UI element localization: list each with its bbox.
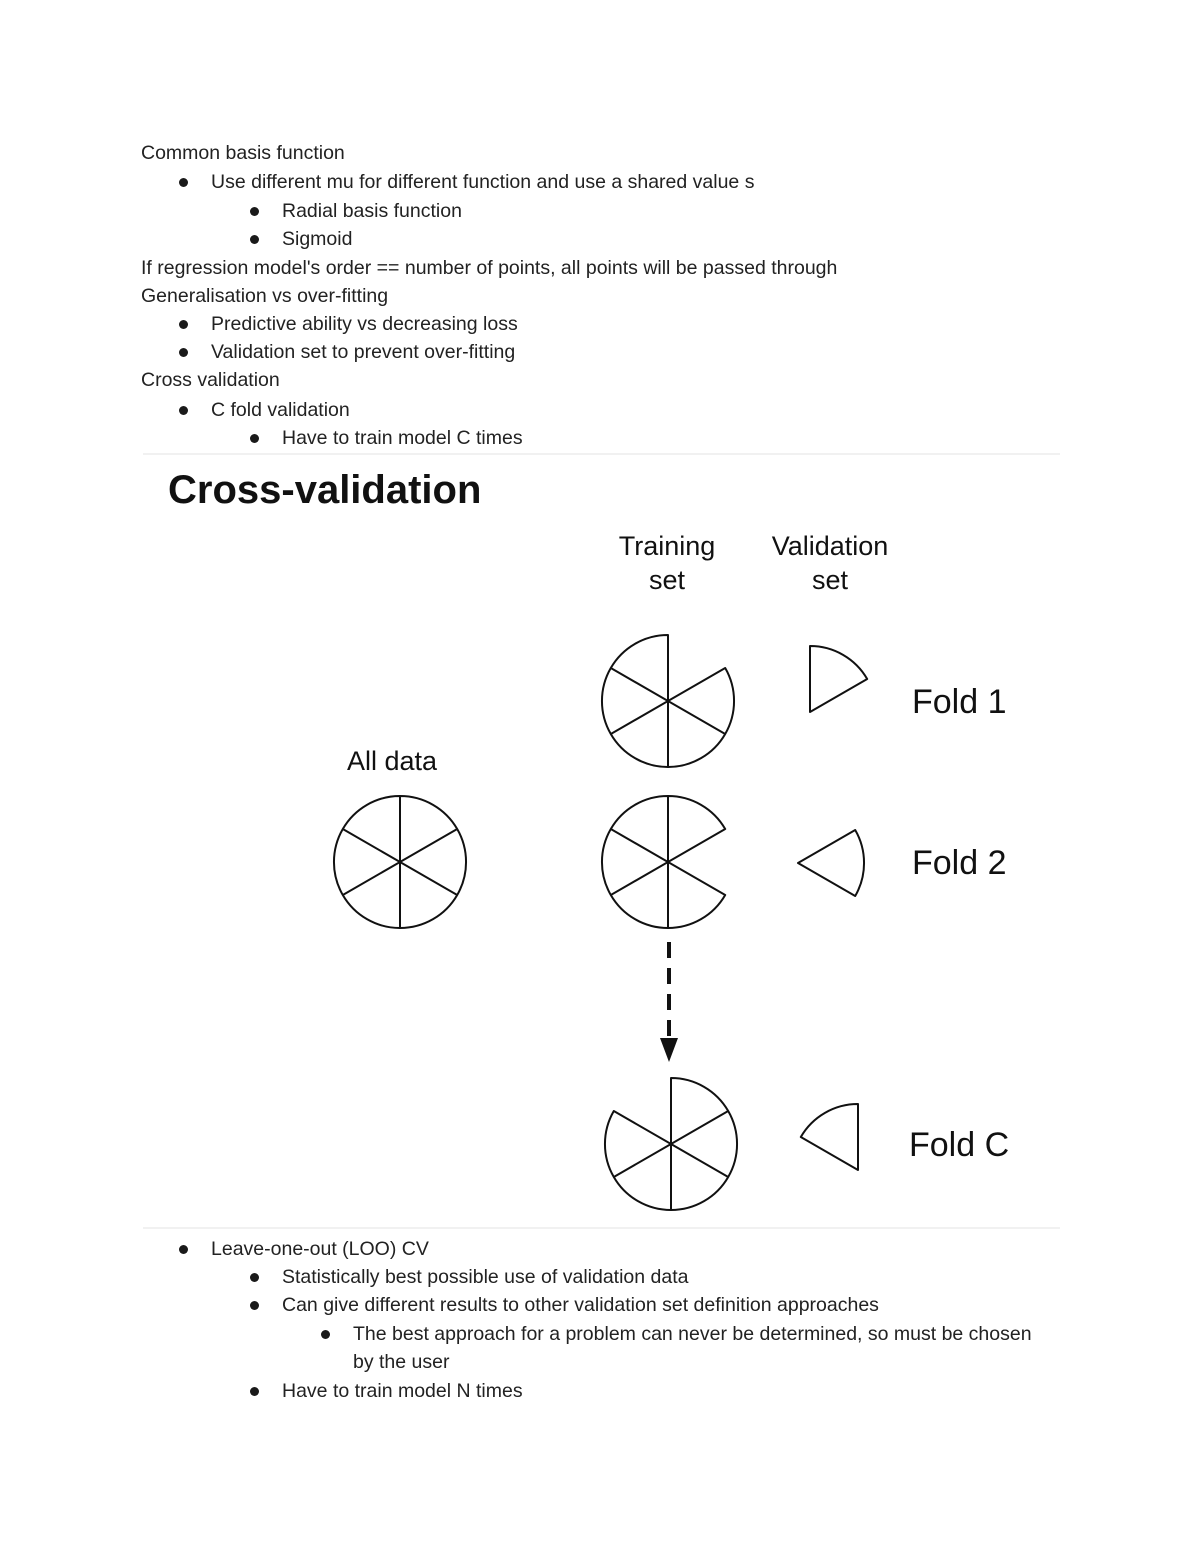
- heading-common-basis: Common basis function: [141, 142, 345, 164]
- heading-cross-validation: Cross validation: [141, 369, 280, 391]
- fold-1-training-pie-slices: [602, 635, 734, 767]
- fold-1-label: Fold 1: [912, 683, 1007, 721]
- bullet-icon: [321, 1330, 330, 1339]
- bullet-icon: [250, 235, 259, 244]
- bullet-icon: [250, 1273, 259, 1282]
- validation-set-label-2: set: [811, 565, 849, 595]
- bullet-icon: [179, 1245, 188, 1254]
- bullet-icon: [250, 1301, 259, 1310]
- fold-c-training-pie-slices: [605, 1078, 737, 1210]
- figure-title: Cross-validation: [168, 468, 482, 512]
- bullet-icon: [179, 348, 188, 357]
- fold-2-validation-slice: [798, 830, 864, 896]
- list-item: Have to train model N times: [282, 1380, 523, 1402]
- fold-2-label: Fold 2: [912, 844, 1007, 882]
- all-data-label: All data: [346, 746, 438, 776]
- cross-validation-figure: [143, 452, 1060, 1230]
- bullet-icon: [179, 320, 188, 329]
- list-item: The best approach for a problem can never be determined, so must be chosen by the user: [353, 1323, 1032, 1373]
- fold-1-training-pie: [602, 635, 734, 767]
- training-set-label: Training: [618, 531, 716, 561]
- list-item: Have to train model C times: [282, 427, 523, 449]
- list-item: Radial basis function: [282, 200, 462, 222]
- bullet-icon: [250, 207, 259, 216]
- list-item: Use different mu for different function and use a shared value s: [211, 171, 755, 193]
- list-item: Can give different results to other validation set definition approaches: [282, 1294, 879, 1316]
- list-item: C fold validation: [211, 399, 350, 421]
- bullet-icon: [250, 434, 259, 443]
- list-item: Sigmoid: [282, 228, 353, 250]
- list-item: Leave-one-out (LOO) CV: [211, 1238, 429, 1260]
- fold-2-training-pie: [602, 796, 725, 928]
- bullet-icon: [250, 1387, 259, 1396]
- regression-note: If regression model's order == number of points, all points will be passed through: [141, 257, 838, 279]
- heading-generalisation: Generalisation vs over-fitting: [141, 285, 389, 307]
- down-arrow-icon: [660, 942, 678, 1062]
- all-data-pie-slices: [334, 796, 466, 928]
- training-set-label-2: set: [648, 565, 686, 595]
- fold-1-validation-slice: [810, 646, 867, 712]
- all-data-pie: [334, 796, 466, 928]
- bullet-icon: [179, 406, 188, 415]
- fold-c-label: Fold C: [909, 1126, 1010, 1164]
- list-item: Predictive ability vs decreasing loss: [211, 313, 518, 335]
- bullet-icon: [179, 178, 188, 187]
- list-item: Statistically best possible use of validation data: [282, 1266, 689, 1288]
- fold-2-training-pie-slices: [602, 796, 725, 928]
- list-item: Validation set to prevent over-fitting: [211, 341, 516, 363]
- validation-set-label: Validation: [771, 531, 889, 561]
- fold-c-training-pie: [605, 1078, 737, 1210]
- fold-c-validation-slice: [801, 1104, 858, 1170]
